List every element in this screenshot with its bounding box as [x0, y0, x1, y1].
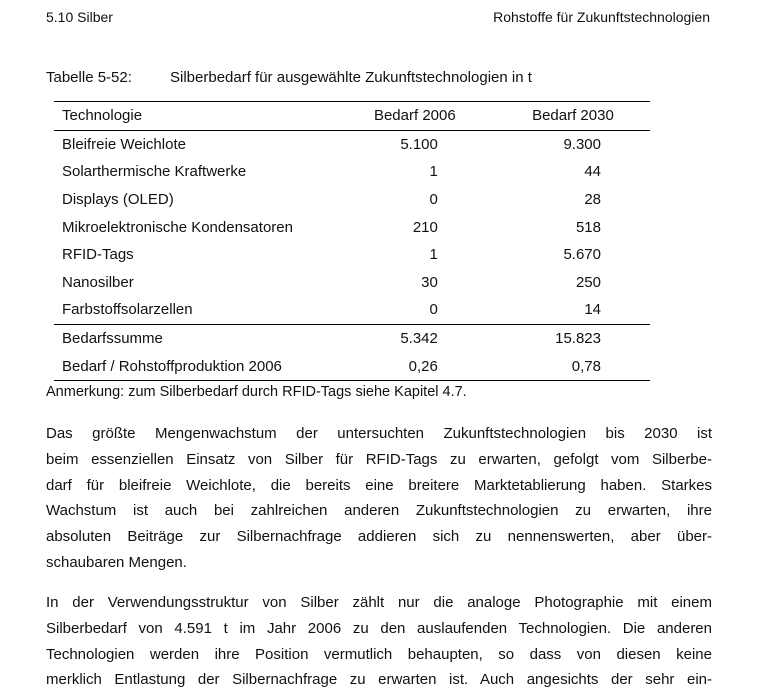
technology-cell: Displays (OLED): [62, 191, 174, 209]
demand-2006-cell: 1: [429, 163, 438, 181]
table-caption-title: Silberbedarf für ausgewählte Zukunftstechnologien in t: [170, 69, 532, 86]
table-caption-label: Tabelle 5-52:: [46, 69, 132, 86]
table-caption: [46, 69, 532, 86]
running-header-section: 5.10 Silber: [46, 9, 113, 25]
paragraph-line: Das größte Mengenwachstum der untersuchten Zukunftstechnologien bis 2030 ist: [46, 425, 712, 442]
table-row: [54, 186, 650, 214]
demand-2030-cell: 518: [575, 218, 601, 236]
technology-cell: Farbstoffsolarzellen: [62, 301, 193, 319]
column-header-demand-2030: Bedarf 2030: [496, 102, 650, 131]
table-note: Anmerkung: zum Silberbedarf durch RFID-Tags siehe Kapitel 4.7.: [46, 384, 467, 400]
demand-2030-cell: 250: [575, 273, 601, 291]
ratio-label-cell: Bedarf / Rohstoffproduktion 2006: [54, 352, 334, 380]
demand-2030-cell: 9.300: [563, 135, 601, 153]
paragraph-line: Technologien werden ihre Position vermutlich behaupten, so dass von diesen keine: [46, 645, 712, 663]
technology-cell: RFID-Tags: [62, 246, 134, 264]
total-2030-cell: 15.823: [496, 324, 650, 352]
table-row-ratio: [54, 352, 650, 380]
demand-2006-cell: 0: [429, 191, 438, 209]
technology-cell: Solarthermische Kraftwerke: [62, 163, 247, 181]
technology-cell: Mikroelektronische Kondensatoren: [62, 218, 293, 236]
table-row-total: [54, 324, 650, 352]
running-header-chapter: Rohstoffe für Zukunftstechnologien: [493, 9, 710, 25]
paragraph-line: schaubaren Mengen.: [46, 553, 187, 571]
demand-2030-cell: 44: [584, 163, 601, 181]
demand-2006-cell: 30: [421, 273, 438, 291]
table-row: [54, 269, 650, 297]
demand-2030-cell: 28: [584, 191, 601, 209]
paragraph-line: Silberbedarf von 4.591 t im Jahr 2006 zu den auslaufenden Technologien. Die anderen: [46, 619, 712, 637]
technology-cell: Bleifreie Weichlote: [62, 135, 186, 153]
paragraph-line: darf für bleifreie Weichlote, die bereits eine breitere Marktetablierung haben. Starkes: [46, 476, 712, 494]
column-header-technology: Technologie: [54, 102, 334, 131]
technology-cell: Nanosilber: [62, 273, 134, 291]
table-row: [54, 296, 650, 324]
total-label-cell: Bedarfssumme: [54, 324, 334, 352]
silver-demand-table: [54, 101, 650, 381]
paragraph-line: merklich Entlastung der Silbernachfrage zu erwarten ist. Auch angesichts der sehr ein-: [46, 671, 712, 689]
table-row: [54, 241, 650, 269]
body-paragraph: [46, 590, 712, 693]
demand-2006-cell: 210: [412, 218, 438, 236]
table-row: [54, 158, 650, 186]
table-row: [54, 213, 650, 241]
column-header-demand-2006: Bedarf 2006: [334, 102, 496, 131]
paragraph-line: beim essenziellen Einsatz von Silber für RFID-Tags zu erwarten, gefolgt vom Silberbe-: [46, 450, 712, 468]
table-row: [54, 130, 650, 158]
body-paragraph: [46, 421, 712, 576]
total-2006-cell: 5.342: [334, 324, 496, 352]
paragraph-line: In der Verwendungsstruktur von Silber zählt nur die analoge Photographie mit einem: [46, 594, 712, 611]
demand-2006-cell: 1: [429, 246, 438, 264]
demand-2006-cell: 0: [429, 301, 438, 319]
ratio-2030-cell: 0,78: [496, 352, 650, 380]
demand-2030-cell: 5.670: [563, 246, 601, 264]
table-header-row: [54, 102, 650, 131]
paragraph-line: absoluten Beiträge zur Silbernachfrage addieren sich zu nennenswerten, aber über-: [46, 528, 712, 546]
demand-2006-cell: 5.100: [400, 135, 438, 153]
ratio-2006-cell: 0,26: [334, 352, 496, 380]
paragraph-line: Wachstum ist auch bei zahlreichen anderen Zukunftstechnologien zu erwarten, ihre: [46, 502, 712, 520]
demand-2030-cell: 14: [584, 301, 601, 319]
